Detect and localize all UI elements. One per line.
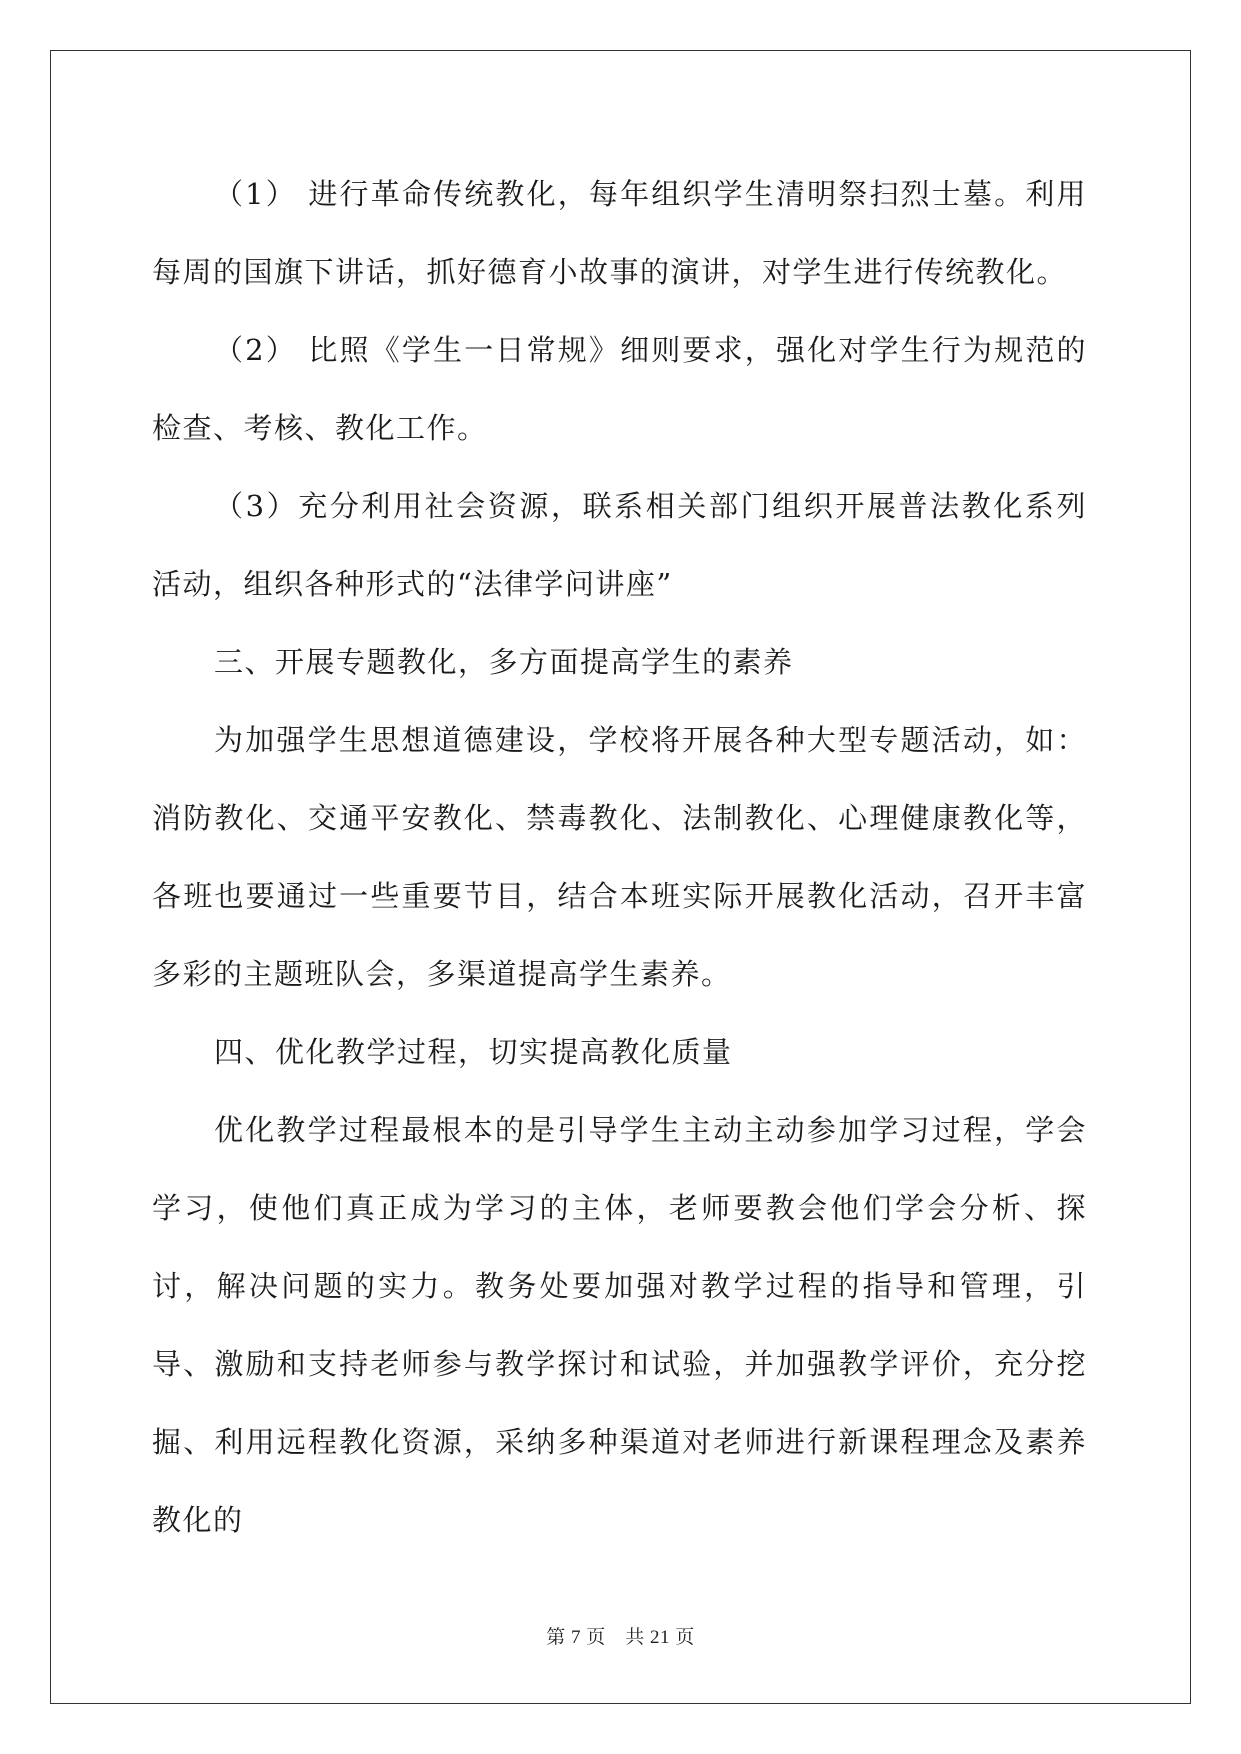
paragraph-1: （1） 进行革命传统教化，每年组织学生清明祭扫烈士墓。利用每周的国旗下讲话，抓好德育小故事的演讲，对学生进行传统教化。: [152, 177, 1087, 289]
paragraph-2: （2） 比照《学生一日常规》细则要求，强化对学生行为规范的检查、考核、教化工作。: [152, 333, 1087, 445]
page-number-footer: 第 7 页 共 21 页: [546, 1627, 695, 1648]
section-heading-4: 四、优化教学过程，切实提高教化质量: [214, 1035, 733, 1069]
section-heading-3: 三、开展专题教化，多方面提高学生的素养: [214, 645, 794, 679]
paragraph-3: （3）充分利用社会资源，联系相关部门组织开展普法教化系列活动，组织各种形式的“法律学问讲座”: [152, 489, 1087, 601]
document-body: [152, 155, 1087, 1559]
paragraph-4: 为加强学生思想道德建设，学校将开展各种大型专题活动，如：消防教化、交通平安教化、禁毒教化、法制教化、心理健康教化等，各班也要通过一些重要节目，结合本班实际开展教化活动，召开丰富多彩的主题班队会，多渠道提高学生素养。: [152, 723, 1087, 991]
paragraph-5: 优化教学过程最根本的是引导学生主动主动参加学习过程，学会学习，使他们真正成为学习的主体，老师要教会他们学会分析、探讨，解决问题的实力。教务处要加强对教学过程的指导和管理，引导、激励和支持老师参与教学探讨和试验，并加强教学评价，充分挖掘、利用远程教化资源，采纳多种渠道对老师进行新课程理念及素养教化的: [152, 1113, 1087, 1537]
